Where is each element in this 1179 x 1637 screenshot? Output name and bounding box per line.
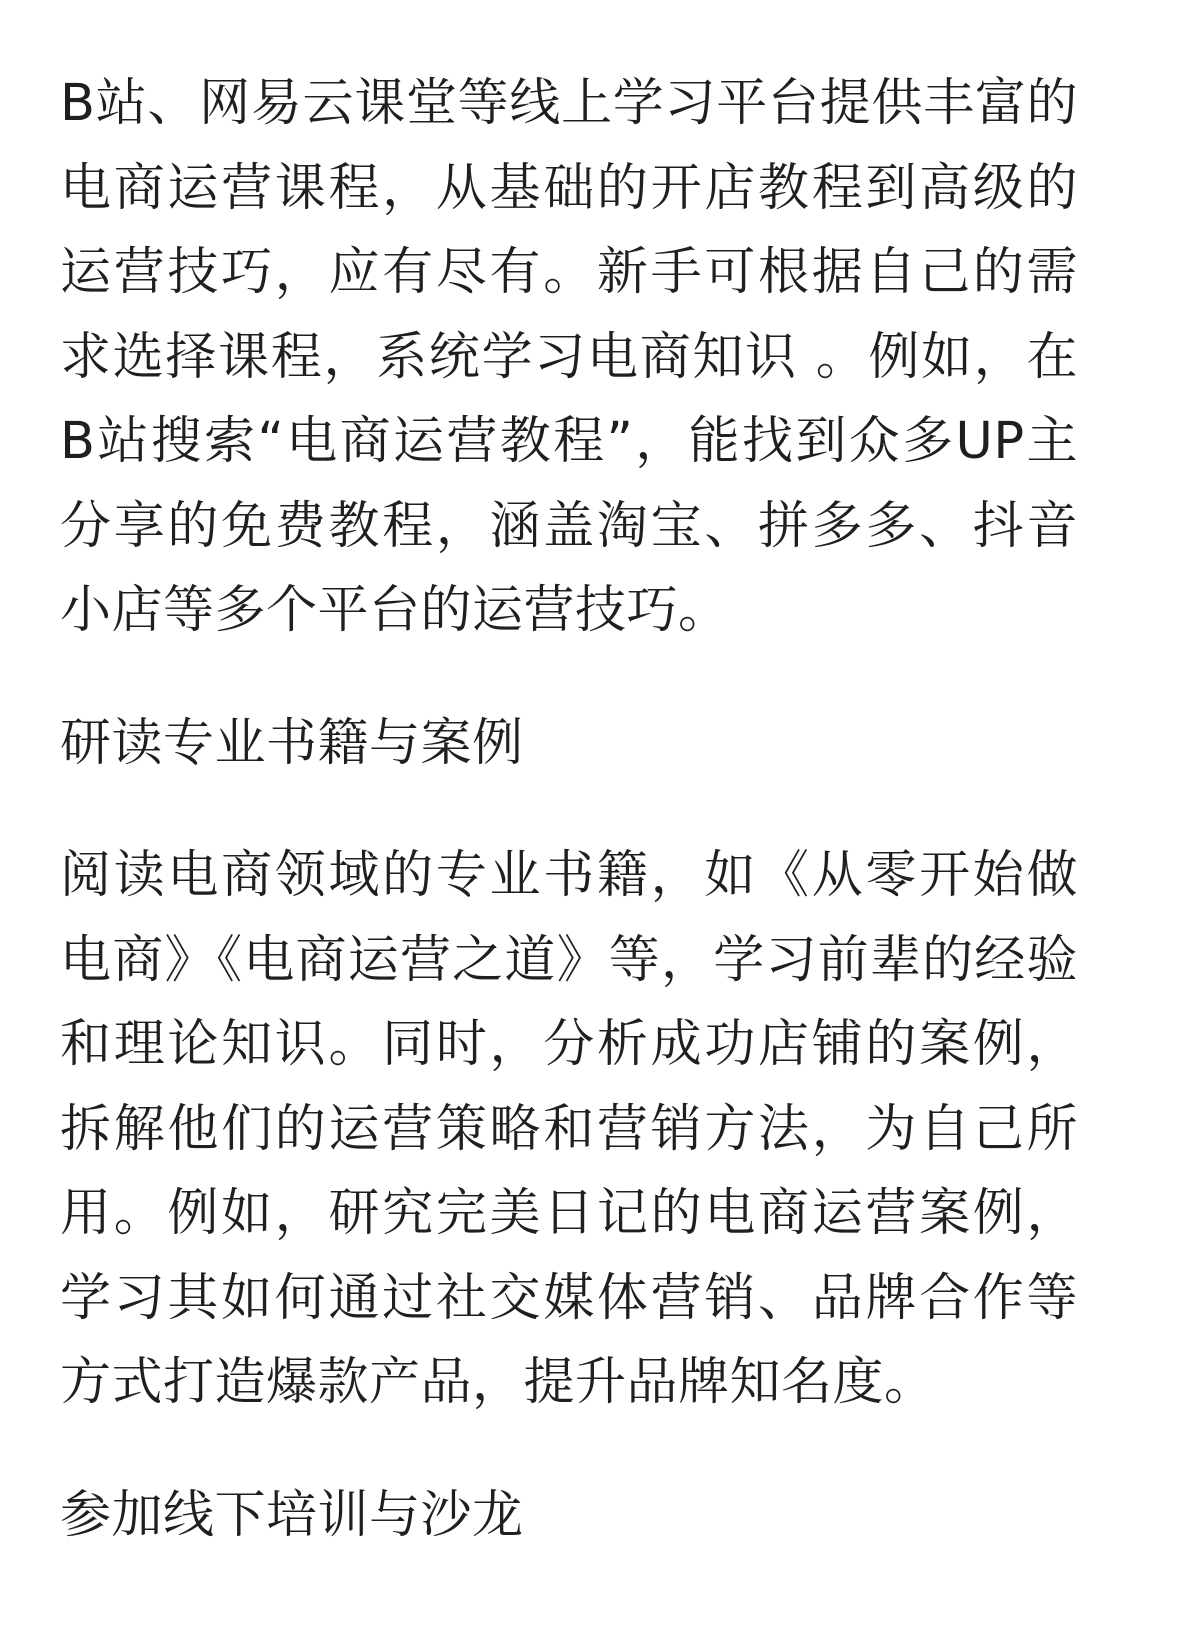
- section-heading-offline-training: 参加线下培训与沙龙: [60, 1485, 524, 1545]
- paragraph-books-cases: 阅读电商领域的专业书籍，如《从零开始做电商》《电商运营之道》等，学习前辈的经验和理论知识。同时，分析成功店铺的案例，拆解他们的运营策略和营销方法，为自己所用。例如，研究完美日记的电商运营案例，学习其如何通过社交媒体营销、品牌合作等方式打造爆款产品，提升品牌知名度。: [60, 846, 1078, 1412]
- paragraph-online-courses: B站、网易云课堂等线上学习平台提供丰富的电商运营课程，从基础的开店教程到高级的运营技巧，应有尽有。新手可根据自己的需求选择课程，系统学习电商知识 。例如，在B站搜索“电商运营教程”，能找到众多UP主分享的免费教程，涵盖淘宝、拼多多、抖音小店等多个平台的运营技巧。: [60, 74, 1078, 640]
- article-body: [60, 62, 1078, 1558]
- section-heading-books-cases: 研读专业书籍与案例: [60, 713, 524, 773]
